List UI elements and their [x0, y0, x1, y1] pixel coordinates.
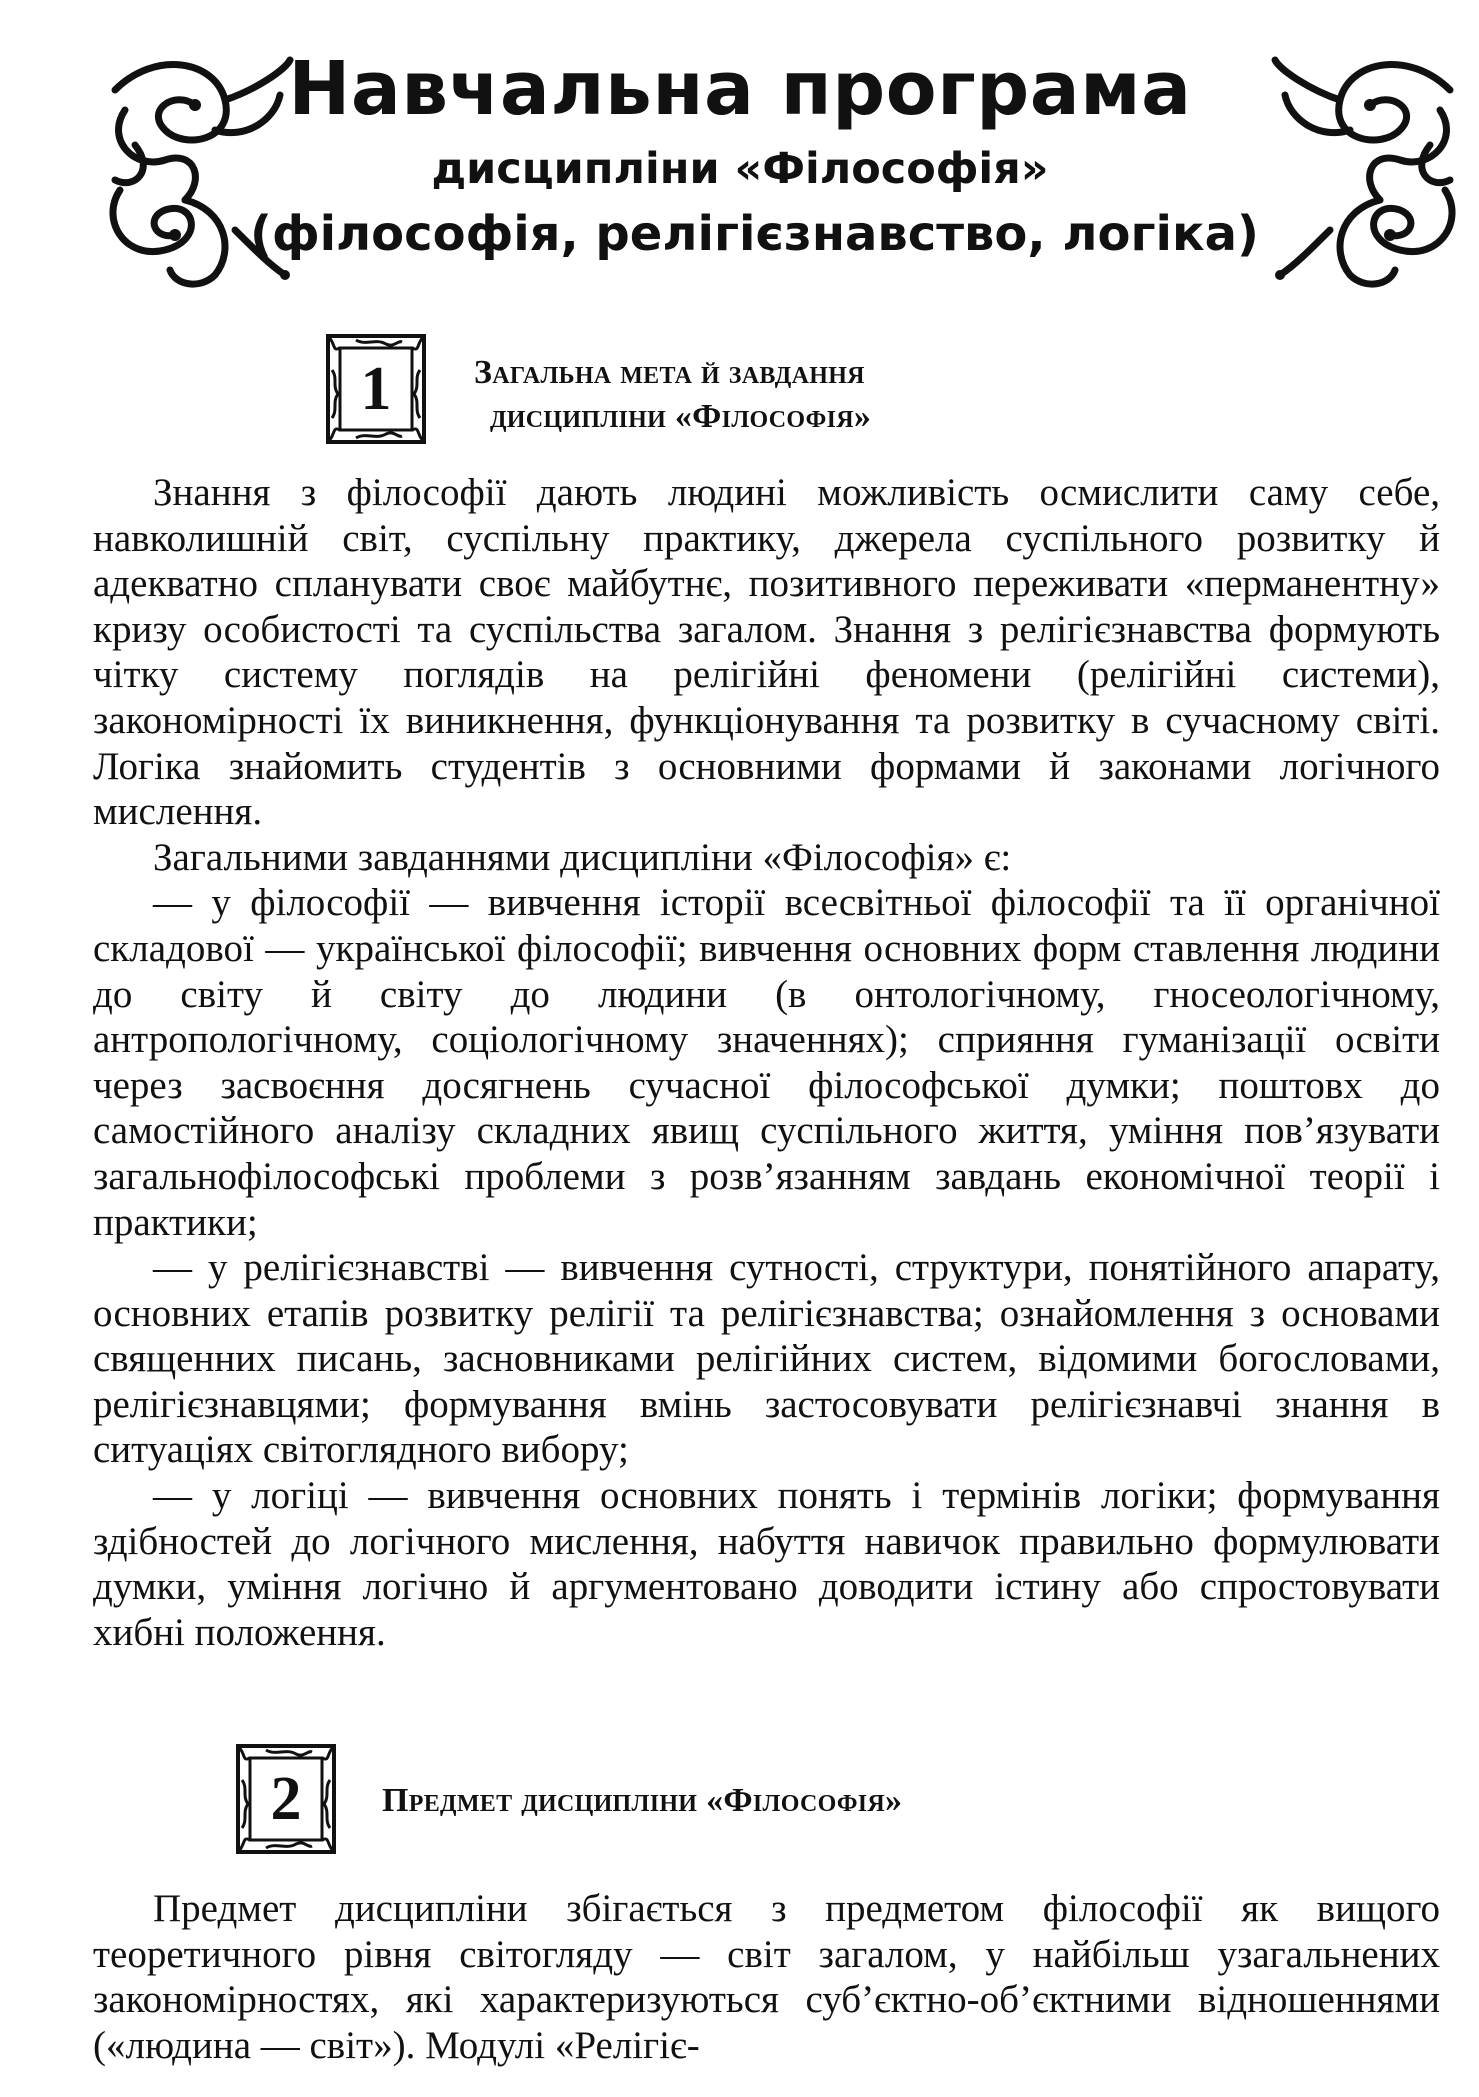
list-item: — у логіці — вивчення основних понять і термінів логіки; формування здібностей до логічного мислення, набуття навичок правильно формулювати думки, уміння логічно й аргументовано доводити істину або спростовувати хибні положення. [93, 1474, 1440, 1654]
list-item: — у релігієзнавстві — вивчення сутності, структури, понятійного апарату, основних етапів розвитку релігії та релігієзнавства; ознайомлення з основами священних писань, засновниками релігійних систем, відомими богословами, релігієзнавцями; формування вмінь застосовувати релігієзнавчі знання в ситуаціях світоглядного вибору; [93, 1246, 1440, 1472]
section-number: 1 [360, 354, 392, 423]
section-title: Предмет дисципліни «Філософія» [382, 1782, 903, 1819]
section-title-line2: дисципліни «Філософія» [490, 398, 872, 435]
page-title: Навчальна програма [288, 46, 1192, 132]
section-2-body [93, 1886, 1440, 2068]
celtic-knot-ornament-icon [1270, 50, 1470, 290]
page-subtitle-parenthetical: (філософія, релігієзнавство, логіка) [250, 206, 1259, 262]
section-heading-2 [232, 1740, 1232, 1870]
page-header [0, 40, 1479, 300]
paragraph: Загальними завданнями дисципліни «Філософія» є: [153, 835, 1012, 879]
paragraph: Знання з філософії дають людині можливість осмислити саму себе, навколишній світ, суспільну практику, джерела суспільного розвитку й адекватно спланувати своє майбутнє, позитивного переживати «перманентну» кризу особистості та суспільства загалом. Знання з релігієзнавства формують чітку систему поглядів на релігійні феномени (релігійні системи), закономірності їх виникнення, функціонування та розвитку в сучасному світі. Логіка знайомить студентів з основними формами й законами логічного мислення. [93, 471, 1440, 834]
section-title: Загальна мета й завдання [474, 354, 865, 391]
paragraph: Предмет дисципліни збігається з предметом філософії як вищого теоретичного рівня світогляду — світ загалом, у найбільш узагальнених закономірностях, які характеризуються суб’єктно-об’єктними відношеннями («людина — світ»). Модулі «Релігіє- [93, 1887, 1440, 2067]
section-number-frame [322, 330, 430, 448]
section-number: 2 [270, 1764, 302, 1833]
page-subtitle: дисципліни «Філософія» [431, 144, 1049, 194]
section-number-frame [232, 1740, 340, 1858]
section-1-body [93, 470, 1440, 1655]
list-item: — у філософії — вивчення історії всесвітньої філософії та її органічної складової — української філософії; вивчення основних форм ставлення людини до світу й світу до людини (в онтологічному, гносеологічному, антропологічному, соціологічному значеннях); сприяння гуманізації освіти через засвоєння досягнень сучасної філософської думки; поштовх до самостійного аналізу складних явищ суспільного життя, уміння пов’язувати загальнофілософські проблеми з розв’язанням завдань економічної теорії і практики; [93, 881, 1440, 1244]
section-heading-1 [322, 330, 1122, 460]
